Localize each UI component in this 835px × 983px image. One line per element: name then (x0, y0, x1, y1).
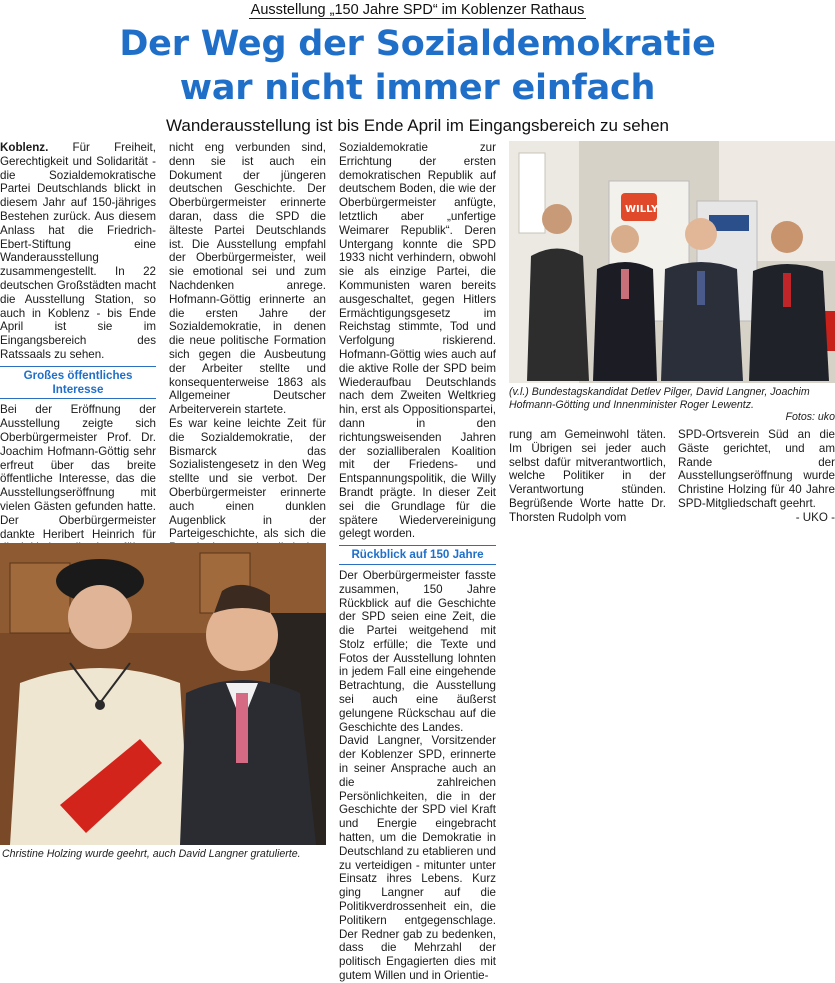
section-heading: Großes öffentliches Interesse (0, 366, 156, 400)
paragraph (0, 141, 156, 362)
paragraph: Es war keine leichte Zeit für die Sozialdemokratie, der Bismarck das Sozialistengesetz in den Weg stellte und sie verbot. Der Oberbürgermeister erinnerte auch einen dunklen Augenblick in der Parteigeschichte, als sich die (169, 416, 326, 541)
article-column-3 (339, 141, 496, 983)
subheadline: Wanderausstellung ist bis Ende April im Eingangsbereich zu sehen (165, 116, 670, 135)
paragraph: nicht eng verbunden sind, denn sie ist auch ein Dokument der jüngeren deutschen Geschichte. Der Oberbürgermeister erinnerte daran, dass die SPD die älteste Partei Deutschlands ist. Die Ausstellung empfahl der Oberbürgermeister, weil sie emotional sei und zum Nachdenken anrege. Hofmann-Göttig erinnerte an die ersten Jahre der Sozialdemokratie, in denen die neue politische Formation sich gegen die Ausbeutung der Arbeiter stellte und konsequenterweise 1863 als Allgemeiner Deutscher Arbeiterverein startete. (169, 141, 326, 417)
article-column-5 (678, 428, 835, 525)
group-photo-caption (509, 386, 835, 424)
paragraph: rung am Gemeinwohl täten. Im Übrigen sei jeder auch selbst dafür mitverantwortlich, welche Politiker in der Verantwortung stünden. Begrüßende Worte hatte Dr. Thorsten Rudolph vom (509, 428, 666, 524)
group-photo (509, 141, 835, 383)
paragraph-text: Für Freiheit, Gerechtigkeit und Solidarität - die Sozialdemokratische Partei Deutschlands blickt in diesem Jahr auf 150-jähriges Bestehen zurück. Aus diesem Anlass hat die Friedrich-Ebert-Stiftung eine Wanderausstellung zusammengestellt. In 22 deutschen Großstädten macht die Ausstellung Station, so auch in Koblenz - bis Ende April ist sie im Eingangsbereich des Ratssaals zu sehen. (0, 141, 156, 361)
poster-text: WILLY (625, 204, 659, 215)
article-column-4 (509, 428, 666, 525)
byline: - UKO - (795, 510, 835, 524)
photo-credit: Fotos: uko (785, 411, 835, 423)
honoring-photo-image (0, 543, 326, 845)
group-photo-image (509, 141, 835, 383)
headline-line-2: war nicht immer einfach (179, 68, 656, 108)
kicker-text: Ausstellung „150 Jahre SPD“ im Koblenzer Rathaus (250, 2, 585, 18)
dateline: Koblenz. (0, 141, 49, 154)
section-heading: Rückblick auf 150 Jahre (339, 545, 496, 565)
paragraph: SPD-Ortsverein Süd an die Gäste gerichtet, und am Rande der Ausstellungseröffnung wurde Christine Holzing für 40 Jahre SPD-Mitgliedschaft geehrt. (678, 428, 835, 510)
paragraph: David Langner, Vorsitzender der Koblenzer SPD, erinnerte in seiner Ansprache auch an die zahlreichen Persönlichkeiten, die in der Geschichte der SPD viel Kraft und Energie eingebracht hatten, um die Demokratie in Deutschland zu etablieren und zu verteidigen - mitunter unter Einsatz ihres Lebens. Kurz ging Langner auf die Politikverdrossenheit ein, die Politikern entgegenschlage. Der Redner gab zu bedenken, dass die Mehrzahl der politisch Engagierten dies mit gutem Willen und in Orientie- (339, 734, 496, 983)
paragraph: Sozialdemokratie zur Errichtung der ersten demokratischen Republik auf deutschem Boden, die wie der Oberbürgermeister anfügte, letztlich aber „unfertige Weimarer Republik“. Deren Untergang konnte die SPD 1933 nicht verhindern, obwohl sie als einzige Partei, die Kommunisten waren bereits ausgeschaltet, gegen Hitlers Ermächtigungsgesetz im Reichstag stimmte, Tod und Verfolgung riskierend. Hofmann-Göttig wies auch auf die aktive Rolle der SPD beim Wiederaufbau Deutschlands nach dem Zweiten Weltkrieg hin, erst als Oppositionspartei, dann in den richtungsweisenden Jahren der sozialliberalen Koalition mit der Friedens- und Entspannungspolitik, die Willy Brandt prägte. In dieser Zeit sei die Grundlage für die spätere Wiedervereinigung gelegt worden. (339, 141, 496, 541)
kicker (0, 2, 835, 18)
article-column-2 (169, 141, 326, 596)
caption-text: (v.l.) Bundestagskandidat Detlev Pilger, David Langner, Joachim Hofmann-Götting und Innenminister Roger Lewentz. (509, 386, 810, 411)
honoring-photo (0, 543, 326, 845)
honoring-photo-caption: Christine Holzing wurde geehrt, auch David Langner gratulierte. (2, 848, 301, 860)
headline-line-1: Der Weg der Sozialdemokratie (119, 24, 716, 64)
headline (0, 22, 835, 110)
paragraph: Bei der Eröffnung der Ausstellung zeigte sich Oberbürgermeister Prof. Dr. Joachim Hofmann-Göttig sehr erfreut über das breite öffentliche Interesse, das die Ausstellungseröffnung mit vielen Gästen gefunden hatte. Der Oberbürgermeister dankte Heribert Heinrich für (0, 403, 156, 541)
paragraph: Der Oberbürgermeister fasste zusammen, 150 Jahre Rückblick auf die Geschichte der SPD seien eine Zeit, die die Partei weitgehend mit Stolz erfülle; die Texte und Fotos der Ausstellung lohnten in jedem Fall eine eingehende Betrachtung, die Ausstellung sei auch eine äußerst gelungene Rückschau auf die Geschichte des Landes. (339, 568, 496, 734)
